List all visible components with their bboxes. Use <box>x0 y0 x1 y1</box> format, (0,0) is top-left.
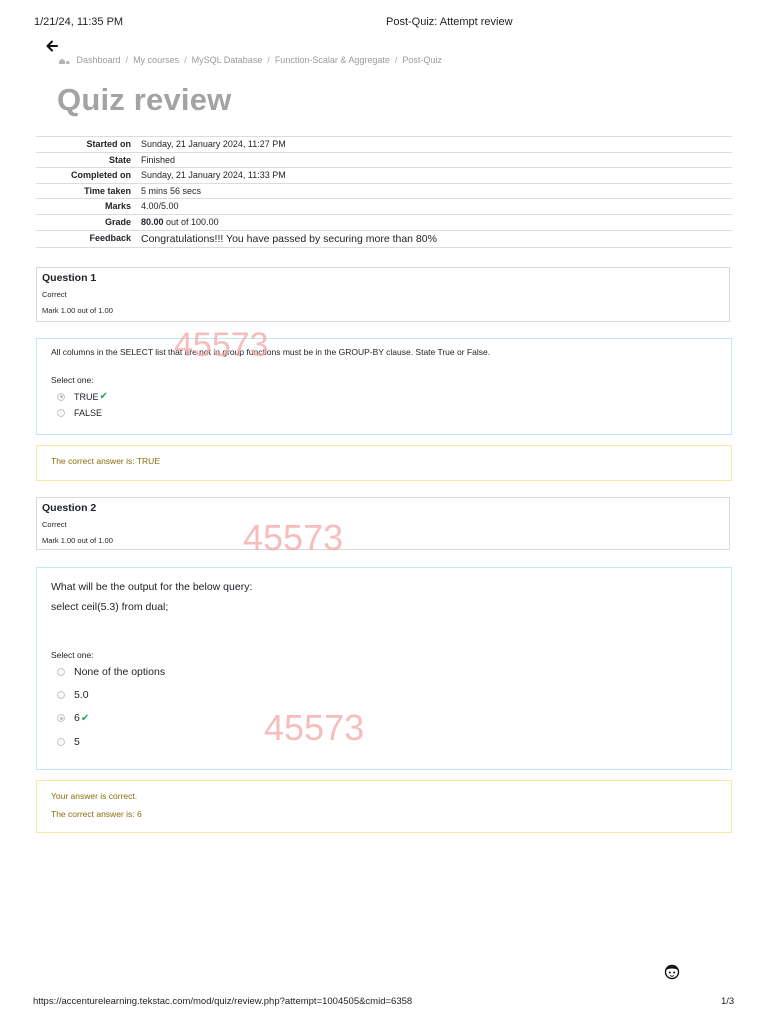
summary-value: Sunday, 21 January 2024, 11:33 PM <box>141 170 286 181</box>
summary-row-grade <box>36 214 732 230</box>
question-formulation-2 <box>36 567 732 770</box>
print-footer-url: https://accenturelearning.tekstac.com/mod/quiz/review.php?attempt=1004505&cmid=6358 <box>33 996 413 1007</box>
summary-label: Grade <box>104 216 131 227</box>
breadcrumb-separator: / <box>394 55 398 65</box>
answer-label: None of the options <box>74 666 166 678</box>
correct-answer-text: The correct answer is: TRUE <box>51 456 160 466</box>
question-text-line-1: What will be the output for the below query: <box>51 581 253 593</box>
answer-label: FALSE <box>74 408 103 418</box>
question-number: Question 1 <box>42 272 97 284</box>
summary-row-marks <box>36 199 732 215</box>
summary-row-feedback <box>36 230 732 247</box>
select-one-prompt: Select one: <box>51 650 94 660</box>
answer-radio[interactable] <box>57 668 65 676</box>
question-outcome-2 <box>36 780 732 833</box>
answer-radio[interactable] <box>57 714 65 722</box>
summary-label: Time taken <box>84 185 131 196</box>
chatbot-avatar-icon[interactable] <box>663 962 681 980</box>
summary-label: Feedback <box>89 232 131 243</box>
answer-radio[interactable] <box>57 393 65 401</box>
answer-option <box>57 666 165 678</box>
question-mark: Mark 1.00 out of 1.00 <box>42 536 113 545</box>
question-formulation-1 <box>36 338 732 435</box>
summary-value: Congratulations!!! You have passed by securing more than 80% <box>141 232 437 245</box>
summary-value: 4.00/5.00 <box>141 201 179 212</box>
answer-option <box>57 736 80 748</box>
grade-out-of: out of 100.00 <box>163 216 219 227</box>
summary-value: 5 mins 56 secs <box>141 185 202 196</box>
summary-row-completed <box>36 168 732 184</box>
home-icon[interactable] <box>58 57 70 65</box>
breadcrumb-item-section[interactable]: Function-Scalar & Aggregate <box>274 55 390 65</box>
question-text: All columns in the SELECT list that are not in group functions must be in the GROUP-BY clause. State True or False. <box>51 347 491 357</box>
breadcrumb-item-quiz[interactable]: Post-Quiz <box>402 55 442 65</box>
breadcrumb-separator: / <box>267 55 270 65</box>
breadcrumb-separator: / <box>125 55 129 65</box>
watermark: 45573 <box>243 517 344 558</box>
print-page-title: Post-Quiz: Attempt review <box>386 16 513 28</box>
answer-option <box>57 712 89 724</box>
answer-option <box>57 391 108 402</box>
summary-row-state <box>36 152 732 168</box>
correct-check-icon: ✔ <box>80 712 90 724</box>
breadcrumb-separator: / <box>184 55 187 65</box>
answer-label: TRUE <box>74 391 99 402</box>
summary-value: Sunday, 21 January 2024, 11:27 PM <box>141 139 286 149</box>
grade-score: 80.00 <box>141 216 164 227</box>
answer-option <box>57 689 89 701</box>
answer-radio[interactable] <box>57 409 65 417</box>
answer-feedback-text: Your answer is correct. <box>51 791 138 801</box>
question-state: Correct <box>42 520 67 529</box>
attempt-summary-table <box>36 136 732 248</box>
select-one-prompt: Select one: <box>51 375 94 385</box>
summary-value <box>136 214 732 230</box>
summary-label: Completed on <box>71 170 131 181</box>
print-datetime: 1/21/24, 11:35 PM <box>34 16 124 28</box>
summary-label: Marks <box>104 201 131 212</box>
answer-label: 5 <box>74 736 80 748</box>
watermark: 45573 <box>264 707 365 748</box>
answer-radio[interactable] <box>57 691 65 699</box>
breadcrumb <box>58 55 442 65</box>
answer-radio[interactable] <box>57 738 65 746</box>
question-text-line-2: select ceil(5.3) from dual; <box>51 601 169 613</box>
answer-option <box>57 408 102 418</box>
question-mark: Mark 1.00 out of 1.00 <box>42 306 113 315</box>
summary-row-started <box>36 137 732 153</box>
answer-label: 6 <box>74 712 80 724</box>
summary-label: State <box>108 154 131 165</box>
correct-answer-text: The correct answer is: 6 <box>51 809 142 819</box>
print-page-number: 1/3 <box>721 996 735 1007</box>
summary-row-time-taken <box>36 183 732 199</box>
page-title: Quiz review <box>57 82 232 117</box>
question-state: Correct <box>42 290 67 299</box>
back-arrow-icon[interactable] <box>45 38 59 54</box>
breadcrumb-item-course[interactable]: MySQL Database <box>191 55 263 65</box>
question-outcome-1 <box>36 445 732 481</box>
question-number: Question 2 <box>42 502 97 514</box>
breadcrumb-item-dashboard[interactable]: Dashboard <box>76 55 121 65</box>
answer-label: 5.0 <box>74 689 89 701</box>
question-info-2 <box>36 497 730 550</box>
breadcrumb-item-my-courses[interactable]: My courses <box>133 55 180 65</box>
correct-check-icon: ✔ <box>99 391 108 402</box>
summary-value: Finished <box>141 154 176 165</box>
question-info-1 <box>36 267 730 322</box>
watermark: 45573 <box>174 326 269 364</box>
summary-label: Started on <box>86 139 131 149</box>
